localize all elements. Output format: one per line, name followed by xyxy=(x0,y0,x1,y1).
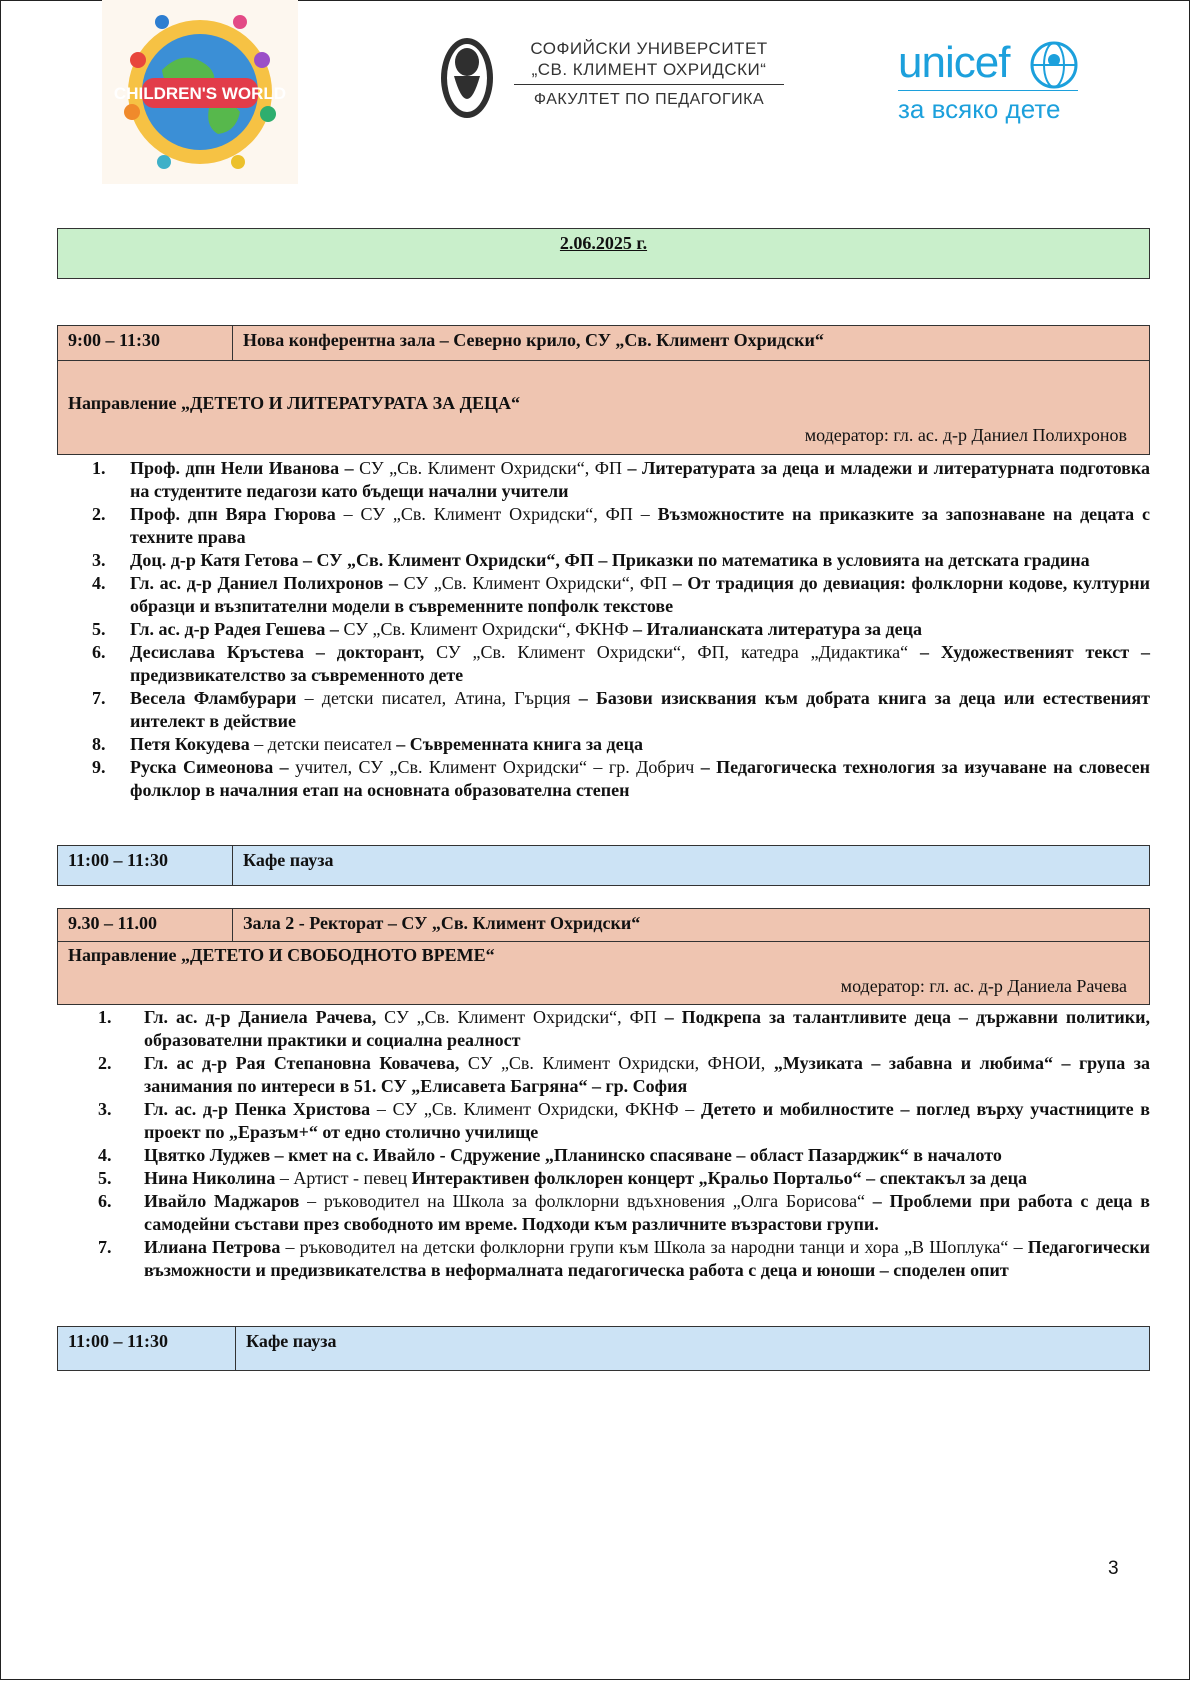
item-text xyxy=(130,572,1150,618)
item-number: 3. xyxy=(98,1099,112,1119)
item-text xyxy=(144,1236,1150,1282)
session-2-direction-cell xyxy=(58,942,1149,1004)
list-item xyxy=(92,687,1150,733)
speaker-name: Петя Кокудева xyxy=(130,734,250,754)
session-2-place: Зала 2 - Ректорат – СУ „Св. Климент Охридски“ xyxy=(243,913,641,933)
speaker-name: Цвятко Луджев – кмет на с. Ивайло - Сдружение „Планинско спасяване – област Пазарджик“ в началото xyxy=(144,1145,1002,1165)
speaker-affiliation: – Артист - певец xyxy=(275,1168,412,1188)
session-2-time: 9.30 – 11.00 xyxy=(58,909,233,941)
speaker-affiliation: СУ „Св. Климент Охридски“, ФКНФ xyxy=(338,619,634,639)
talk-title: – Художественият текст – предизвикателство за съвременното дете xyxy=(130,642,1151,685)
item-text xyxy=(144,1052,1150,1098)
item-text xyxy=(144,1006,1150,1052)
list-item xyxy=(92,641,1150,687)
session-1-direction-cell xyxy=(58,361,1149,454)
list-item xyxy=(92,503,1150,549)
item-number: 1. xyxy=(98,1007,112,1027)
item-text xyxy=(144,1190,1150,1236)
item-number: 6. xyxy=(92,642,106,662)
list-item xyxy=(98,1236,1150,1282)
speaker-name: Гл. ас д-р Рая Степановна Ковачева, xyxy=(144,1053,460,1073)
talk-title: Педагогически възможности и предизвикателства в неформалната педагогическа работа с деца и юноши – споделен опит xyxy=(144,1237,1150,1280)
break-1-label: Кафе пауза xyxy=(243,850,334,870)
item-text xyxy=(130,733,1150,756)
unicef-logo xyxy=(898,38,1108,138)
coffee-break-2 xyxy=(57,1326,1150,1371)
list-item xyxy=(92,756,1150,802)
session-2-talks xyxy=(98,1006,1150,1282)
unicef-wordmark: unicef xyxy=(898,38,1010,87)
item-number: 5. xyxy=(98,1168,112,1188)
speaker-affiliation: – ръководител на детски фолклорни групи към Школа за народни танци и хора „В Шоплука“ – xyxy=(280,1237,1028,1257)
item-text xyxy=(130,618,1150,641)
speaker-affiliation: – детски писател, Атина, Гърция xyxy=(296,688,579,708)
talk-title: Детето и мобилностите – поглед върху участниците в проект по „Еразъм+“ от едно столично училище xyxy=(144,1099,1151,1142)
unicef-tagline: за всяко дете xyxy=(898,94,1061,124)
speaker-name: Гл. ас. д-р Радея Гешева – xyxy=(130,619,339,639)
session-1-talks xyxy=(92,457,1150,802)
session-1-table xyxy=(57,325,1150,455)
speaker-name: Проф. дпн Вяра Гюрова xyxy=(130,504,336,524)
speaker-affiliation: СУ „Св. Климент Охридски“, ФП, катедра „Дидактика“ xyxy=(424,642,921,662)
speaker-affiliation: учител, СУ „Св. Климент Охридски“ – гр. Добрич xyxy=(288,757,701,777)
item-number: 5. xyxy=(92,619,106,639)
list-item xyxy=(92,572,1150,618)
list-item xyxy=(98,1167,1150,1190)
item-number: 6. xyxy=(98,1191,112,1211)
item-text xyxy=(130,641,1150,687)
list-item xyxy=(92,549,1150,572)
st-kliment-emblem-icon xyxy=(434,32,500,128)
item-number: 4. xyxy=(92,573,106,593)
item-number: 2. xyxy=(92,504,106,524)
speaker-name: Руска Симеонова – xyxy=(130,757,289,777)
list-item xyxy=(92,618,1150,641)
speaker-name: Гл. ас. д-р Даниела Рачева, xyxy=(144,1007,377,1027)
speaker-affiliation: – СУ „Св. Климент Охридски, ФКНФ – xyxy=(370,1099,702,1119)
speaker-name: Доц. д-р Катя Гетова – СУ „Св. Климент Охридски“, ФП – Приказки по математика в условията на детската градина xyxy=(130,550,1090,570)
talk-title: „Музиката – забавна и любима“ – група за занимания по интереси в 51. СУ „Елисавета Багряна“ – гр. София xyxy=(144,1053,1151,1096)
session-1-moderator: модератор: гл. ас. д-р Даниел Полихронов xyxy=(804,425,1127,445)
item-text xyxy=(130,687,1150,733)
item-text xyxy=(130,457,1150,503)
sofia-university-logo xyxy=(434,32,784,128)
speaker-affiliation: – детски пеисател xyxy=(249,734,397,754)
item-text xyxy=(130,549,1150,572)
speaker-name: Проф. дпн Нели Иванова – xyxy=(130,458,354,478)
list-item xyxy=(98,1144,1150,1167)
item-number: 7. xyxy=(98,1237,112,1257)
talk-title: – Съвременната книга за деца xyxy=(396,734,644,754)
speaker-affiliation: СУ „Св. Климент Охридски“, ФП xyxy=(397,573,673,593)
speaker-name: Гл. ас. д-р Даниел Полихронов – xyxy=(130,573,398,593)
childrens-world-logo xyxy=(102,0,298,184)
item-number: 3. xyxy=(92,550,106,570)
session-1-place: Нова конферентна зала – Северно крило, СУ „Св. Климент Охридски“ xyxy=(243,330,824,350)
list-item xyxy=(98,1006,1150,1052)
talk-title: – Проблеми при работа с деца в самодейни състави през свободното им време. Подходи към различните възрастови групи. xyxy=(144,1191,1151,1234)
speaker-name: Весела Фламбурари xyxy=(130,688,297,708)
session-2-moderator: модератор: гл. ас. д-р Даниела Рачева xyxy=(840,976,1127,996)
break-2-time: 11:00 – 11:30 xyxy=(58,1327,236,1370)
item-number: 4. xyxy=(98,1145,112,1165)
item-text xyxy=(130,756,1150,802)
speaker-affiliation: СУ „Св. Климент Охридски“, ФП xyxy=(376,1007,665,1027)
item-text xyxy=(144,1167,1150,1190)
speaker-affiliation: – СУ „Св. Климент Охридски“, ФП – xyxy=(335,504,658,524)
speaker-name: Гл. ас. д-р Пенка Христова xyxy=(144,1099,371,1119)
speaker-name: Десислава Кръстева – докторант, xyxy=(130,642,425,662)
university-name: СОФИЙСКИ УНИВЕРСИТЕТ xyxy=(530,39,768,58)
talk-title: – Литературата за деца и младежи и литературната подготовка на студентите педагози като бъдещи начални учители xyxy=(130,458,1150,501)
program-date: 2.06.2025 г. xyxy=(559,233,648,253)
list-item xyxy=(92,457,1150,503)
talk-title: Интерактивен фолклорен концерт „Кральо Портальо“ – спектакъл за деца xyxy=(411,1168,1028,1188)
item-text xyxy=(144,1098,1150,1144)
speaker-affiliation: – ръководител на Школа за фолклорни вдъхновения „Олга Борисова“ xyxy=(299,1191,873,1211)
list-item xyxy=(98,1098,1150,1144)
item-number: 8. xyxy=(92,734,106,754)
speaker-affiliation: СУ „Св. Климент Охридски, ФНОИ, xyxy=(459,1053,774,1073)
item-number: 7. xyxy=(92,688,106,708)
talk-title: – Италианската литература за деца xyxy=(633,619,922,639)
break-1-time: 11:00 – 11:30 xyxy=(58,846,233,885)
date-header xyxy=(57,228,1150,279)
list-item xyxy=(98,1052,1150,1098)
faculty-name: ФАКУЛТЕТ ПО ПЕДАГОГИКА xyxy=(533,91,765,108)
item-text xyxy=(130,503,1150,549)
session-1-time: 9:00 – 11:30 xyxy=(58,326,233,360)
talk-title: Възможностите на приказките за запознаване на децата с техните права xyxy=(130,504,1150,547)
item-number: 9. xyxy=(92,757,106,777)
unicef-globe-icon xyxy=(1029,40,1079,90)
childrens-world-logo-text: CHILDREN'S WORLD xyxy=(113,84,287,103)
break-2-label: Кафе пауза xyxy=(246,1331,337,1351)
talk-title: – От традиция до девиация: фолклорни кодове, културни образци и възпитателни модели в съвременните попфолк текстове xyxy=(130,573,1150,616)
speaker-name: Нина Николина xyxy=(144,1168,276,1188)
talk-title: – Базови изисквания към добрата книга за деца или естественият интелект в действие xyxy=(130,688,1150,731)
item-number: 1. xyxy=(92,458,106,478)
session-2-direction: Направление „ДЕТЕТО И СВОБОДНОТО ВРЕМЕ“ xyxy=(68,945,495,965)
item-number: 2. xyxy=(98,1053,112,1073)
session-1-direction: Направление „ДЕТЕТО И ЛИТЕРАТУРАТА ЗА ДЕЦА“ xyxy=(68,393,520,413)
page-number: 3 xyxy=(1108,1558,1119,1579)
university-patron: „СВ. КЛИМЕНТ ОХРИДСКИ“ xyxy=(531,60,767,79)
divider xyxy=(514,84,784,85)
speaker-name: Ивайло Маджаров xyxy=(144,1191,300,1211)
unicef-divider xyxy=(898,90,1078,91)
coffee-break-1 xyxy=(57,845,1150,886)
speaker-name: Илиана Петрова xyxy=(144,1237,281,1257)
list-item xyxy=(98,1190,1150,1236)
talk-title: – Педагогическа технология за изучаване на словесен фолклор в началния етап на основната образователна степен xyxy=(130,757,1151,800)
list-item xyxy=(92,733,1150,756)
item-text xyxy=(144,1144,1150,1167)
session-2-table xyxy=(57,908,1150,1005)
talk-title: – Подкрепа за талантливите деца – държавни политики, образователни практики и социална реалност xyxy=(144,1007,1150,1050)
speaker-affiliation: СУ „Св. Климент Охридски“, ФП xyxy=(353,458,628,478)
